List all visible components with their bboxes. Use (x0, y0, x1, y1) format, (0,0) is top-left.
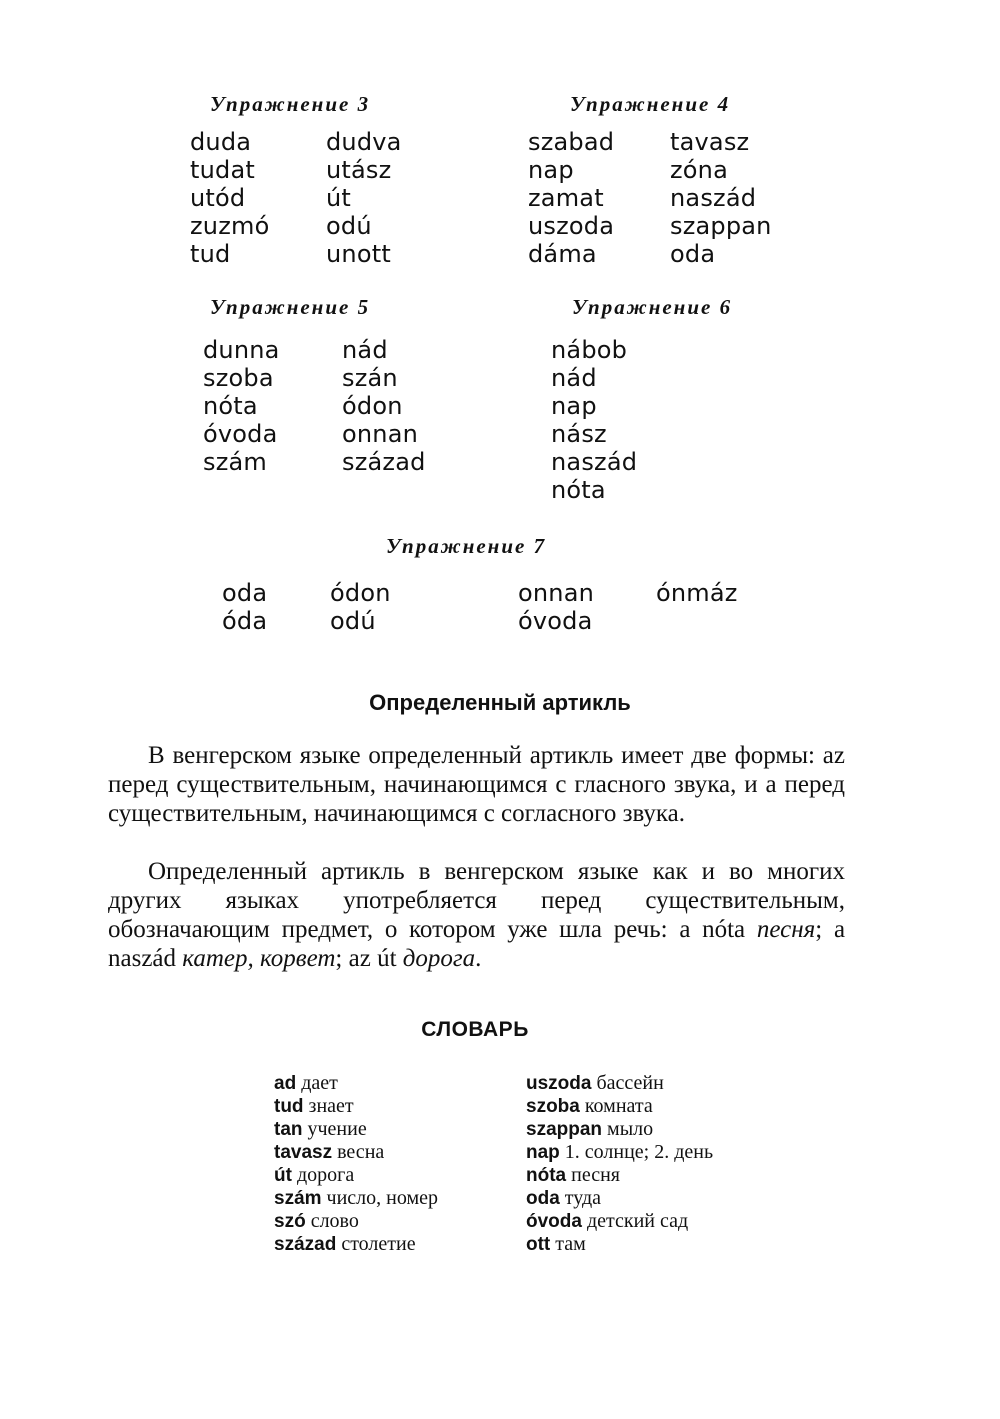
dict-meaning: там (555, 1233, 586, 1255)
p1-text-b: перед существительным, начинающимся с гласного звука, и (108, 771, 766, 798)
example-2-hu: a naszád (108, 916, 846, 972)
dict-word: tavasz (274, 1142, 333, 1163)
dict-word: út (274, 1165, 292, 1186)
dict-meaning: учение (307, 1118, 367, 1140)
separator: ; (335, 945, 343, 972)
word: óda (222, 607, 268, 635)
word: ódon (342, 392, 403, 420)
exercise-5-col2 (342, 336, 426, 476)
exercise-3-col1 (190, 128, 269, 268)
dict-meaning: мыло (607, 1118, 654, 1140)
exercise-7-col4 (656, 579, 738, 607)
dictionary-entry (526, 1141, 713, 1164)
word: nóta (551, 476, 606, 504)
word: naszád (670, 184, 757, 212)
exercise-3-title: Упражнение 3 (210, 92, 371, 116)
word: nász (551, 420, 607, 448)
dictionary-entry (526, 1118, 713, 1141)
word: szabad (528, 128, 615, 156)
dict-meaning: комната (584, 1095, 653, 1117)
word: duda (190, 128, 252, 156)
example-3-ru: дорога (402, 945, 476, 972)
exercise-4-col1 (528, 128, 614, 268)
dict-meaning: знает (308, 1095, 354, 1117)
word: unott (326, 240, 391, 268)
exercise-6-title: Упражнение 6 (572, 295, 733, 319)
word: nap (551, 392, 597, 420)
word: század (342, 448, 426, 476)
dict-word: ott (526, 1234, 551, 1255)
word: szappan (670, 212, 772, 240)
article-a: а (765, 771, 777, 798)
dict-meaning: туда (564, 1187, 602, 1209)
dict-word: nóta (526, 1165, 567, 1186)
dict-meaning: столетие (341, 1233, 416, 1255)
example-3-hu: az út (348, 945, 397, 972)
dict-word: ad (274, 1073, 297, 1094)
separator: ; (815, 916, 823, 943)
dictionary-entry (526, 1095, 713, 1118)
exercise-7-col3 (518, 579, 594, 635)
dict-word: tud (274, 1096, 304, 1117)
dict-word: szoba (526, 1096, 580, 1117)
article-az: az (822, 742, 845, 769)
p1-text-a: В венгерском языке определенный артикль имеет две формы: (148, 742, 823, 769)
dict-word: óvoda (526, 1211, 582, 1232)
exercise-7-col2 (330, 579, 391, 635)
dictionary-entry (274, 1141, 438, 1164)
word: ódon (330, 579, 391, 607)
word: tud (190, 240, 231, 268)
article-paragraph-1 (108, 741, 845, 828)
dict-meaning: песня (571, 1164, 620, 1186)
exercise-4-col2 (670, 128, 772, 268)
dictionary-entry (526, 1210, 713, 1233)
p2-text: Определенный артикль в венгерском языке как и во многих других языках употребляется перед существительным, обозначающим предмет, о котором уже шла речь: (108, 858, 845, 943)
word: nád (551, 364, 597, 392)
exercise-7-title: Упражнение 7 (386, 534, 547, 558)
example-1-ru: песня (756, 916, 816, 943)
dict-word: század (274, 1234, 337, 1255)
word: onnan (342, 420, 419, 448)
word: odú (326, 212, 372, 240)
dict-word: tan (274, 1119, 303, 1140)
word: út (326, 184, 352, 212)
dictionary-entry (526, 1164, 713, 1187)
dict-meaning: число, номер (326, 1187, 439, 1209)
word: szoba (203, 364, 274, 392)
word: óvoda (203, 420, 278, 448)
word: naszád (551, 448, 638, 476)
dict-meaning: бассейн (596, 1072, 664, 1094)
word: dunna (203, 336, 280, 364)
word: oda (222, 579, 268, 607)
dict-meaning: детский сад (586, 1210, 689, 1232)
dictionary-entry (526, 1187, 713, 1210)
article-section-title: Определенный артикль (369, 690, 631, 715)
word: onnan (518, 579, 595, 607)
word: szám (203, 448, 267, 476)
period: . (475, 945, 482, 972)
word: nap (528, 156, 574, 184)
word: zamat (528, 184, 604, 212)
word: szán (342, 364, 398, 392)
dictionary-entry (274, 1072, 438, 1095)
word: odú (330, 607, 376, 635)
dict-word: uszoda (526, 1073, 592, 1094)
word: nád (342, 336, 388, 364)
article-paragraph-2 (108, 857, 845, 973)
dictionary-entry (274, 1233, 438, 1256)
dictionary-entry (274, 1118, 438, 1141)
word: óvoda (518, 607, 593, 635)
dictionary-entry (526, 1233, 713, 1256)
word: dudva (326, 128, 402, 156)
exercise-3-col2 (326, 128, 402, 268)
dict-meaning: 1. солнце; 2. день (564, 1141, 714, 1163)
dictionary-title: СЛОВАРЬ (421, 1018, 529, 1041)
word: zuzmó (190, 212, 270, 240)
dictionary-entry (274, 1210, 438, 1233)
dict-meaning: дорога (296, 1164, 355, 1186)
word: tavasz (670, 128, 750, 156)
word: nábob (551, 336, 628, 364)
word: ónmáz (656, 579, 738, 607)
word: zóna (670, 156, 728, 184)
dictionary-left-column (274, 1072, 438, 1256)
dictionary-entry (274, 1164, 438, 1187)
word: dáma (528, 240, 597, 268)
dict-word: szappan (526, 1119, 603, 1140)
dict-word: szó (274, 1211, 306, 1232)
p1-text-c: перед существительным, начинающимся с согласного звука. (108, 771, 845, 827)
dict-word: nap (526, 1142, 560, 1163)
dictionary-entry (274, 1187, 438, 1210)
exercise-6-col1 (551, 336, 637, 504)
dictionary-entry (526, 1072, 713, 1095)
example-1-hu: a nóta (679, 916, 746, 943)
exercise-5-col1 (203, 336, 280, 476)
exercise-7-col1 (222, 579, 267, 635)
dictionary-entry (274, 1095, 438, 1118)
word: utód (190, 184, 246, 212)
dict-meaning: слово (310, 1210, 359, 1232)
dict-meaning: дает (301, 1072, 338, 1094)
dictionary-right-column (526, 1072, 713, 1256)
word: nóta (203, 392, 258, 420)
example-2-ru: катер, корвет (182, 945, 336, 972)
dict-word: oda (526, 1188, 560, 1209)
word: utász (326, 156, 392, 184)
exercise-4-title: Упражнение 4 (570, 92, 731, 116)
word: uszoda (528, 212, 615, 240)
word: tudat (190, 156, 255, 184)
word: oda (670, 240, 716, 268)
dict-meaning: весна (337, 1141, 385, 1163)
exercise-5-title: Упражнение 5 (210, 295, 371, 319)
dict-word: szám (274, 1188, 322, 1209)
